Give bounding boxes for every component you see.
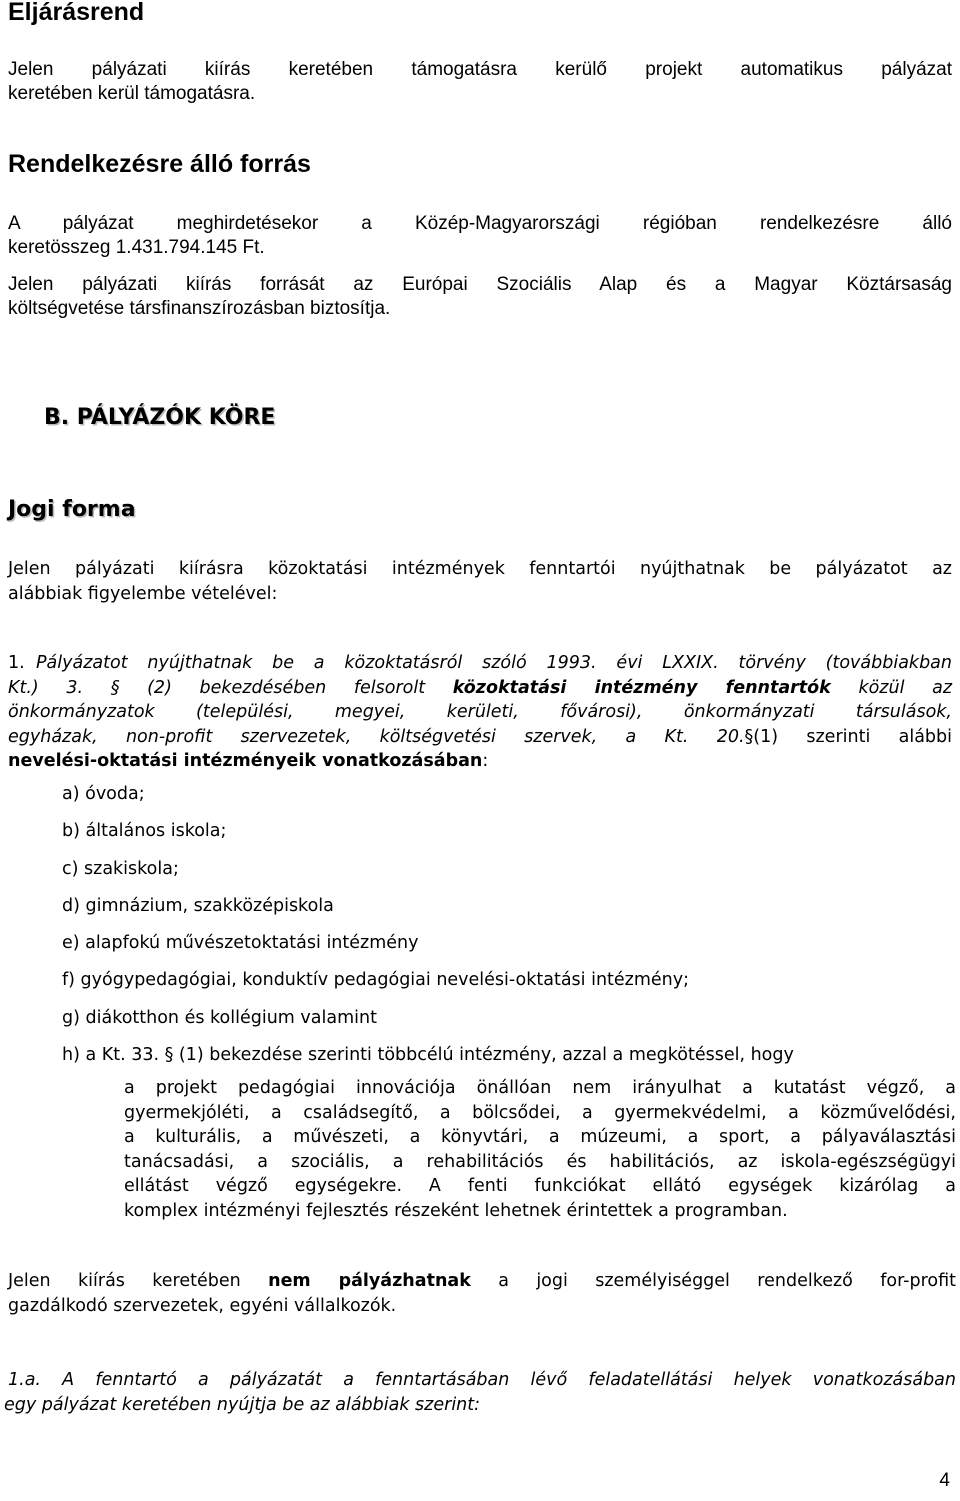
- list-item-b: b) általános iskola;: [62, 821, 227, 841]
- list-item-f: f) gyógypedagógiai, konduktív pedagógiai nevelési-oktatási intézmény;: [62, 970, 690, 990]
- text-run: egyházak, non-profit szervezetek, költségvetési szervek, a Kt. 20.: [8, 726, 745, 747]
- text-run-bold: nem pályázhatnak: [268, 1271, 471, 1291]
- text-line: önkormányzatok (települési, megyei, kerületi, fővárosi), önkormányzati társulások,: [8, 702, 952, 722]
- paragraph-jogi-forma-intro: [8, 557, 952, 606]
- heading-jogi-forma: Jogi forma: [8, 497, 136, 522]
- paragraph-item-1a: [4, 1368, 956, 1417]
- list-item-c: c) szakiskola;: [62, 859, 179, 879]
- text-run: :: [482, 751, 489, 771]
- text-run: a jogi személyiséggel rendelkező for-profit: [470, 1271, 957, 1291]
- text-line: A pályázat meghirdetésekor a Közép-Magyarországi régióban rendelkezésre álló: [8, 213, 952, 234]
- text-line: gazdálkodó szervezetek, egyéni vállalkozók.: [8, 1295, 397, 1316]
- text-line: Jelen pályázati kiírás forrását az Európai Szociális Alap és a Magyar Köztársaság: [8, 274, 952, 295]
- text-line: [8, 749, 952, 774]
- text-line: Jelen pályázati kiírásra közoktatási intézmények fenntartói nyújthatnak be pályázatot az: [8, 559, 952, 579]
- text-run: Kt.) 3. § (2) bekezdésében felsorolt: [8, 677, 453, 698]
- text-line: [8, 725, 952, 750]
- text-line: egy pályázat keretében nyújtja be az alábbiak szerint:: [4, 1394, 481, 1415]
- text-line: gyermekjóléti, a családsegítő, a bölcsődei, a gyermekvédelmi, a közművelődési,: [124, 1102, 956, 1123]
- text-line: [8, 1269, 956, 1294]
- list-item-e: e) alapfokú művészetoktatási intézmény: [62, 933, 419, 953]
- item-1-number: 1.: [8, 653, 25, 673]
- text-run: közül az: [830, 677, 953, 698]
- paragraph-exclusion: [8, 1269, 956, 1318]
- item-1-paragraph: [8, 651, 952, 774]
- text-run: Jelen kiírás keretében: [8, 1271, 269, 1291]
- text-line: költségvetése társfinanszírozásban biztosítja.: [8, 298, 391, 319]
- text-line: keretösszeg 1.431.794.145 Ft.: [8, 237, 265, 258]
- text-run-bold: közoktatási intézmény fenntartók: [452, 677, 831, 698]
- text-line: Pályázatot nyújthatnak be a közoktatásról szóló 1993. évi LXXIX. törvény (továbbiakban: [36, 653, 952, 673]
- paragraph-forras-2: [8, 273, 952, 321]
- list-item-h-detail: [124, 1076, 956, 1223]
- text-line: a kulturális, a művészeti, a könyvtári, a múzeumi, a sport, a pályaválasztási: [124, 1127, 956, 1147]
- page-number: 4: [939, 1470, 950, 1491]
- text-line: tanácsadási, a szociális, a rehabilitációs és habilitációs, az iskola-egészségügyi: [124, 1151, 956, 1172]
- heading-eljarasrend: Eljárásrend: [8, 0, 145, 26]
- heading-forras: Rendelkezésre álló forrás: [8, 150, 311, 178]
- list-item-h: h) a Kt. 33. § (1) bekezdése szerinti többcélú intézmény, azzal a megkötéssel, hogy: [62, 1045, 794, 1065]
- list-item-a: a) óvoda;: [62, 784, 145, 804]
- text-line: a projekt pedagógiai innovációja önállóan nem irányulhat a kutatást végző, a: [124, 1078, 956, 1098]
- text-run-bold: nevelési-oktatási intézményeik vonatkozásában: [8, 751, 483, 771]
- text-line: komplex intézményi fejlesztés részeként lehetnek érintettek a programban.: [124, 1200, 788, 1221]
- text-line: Jelen pályázati kiírás keretében támogatásra kerülő projekt automatikus pályázat: [8, 59, 952, 80]
- text-line: alábbiak figyelembe vételével:: [8, 583, 278, 604]
- text-line: ellátást végző egységekre. A fenti funkciókat ellátó egységek kizárólag a: [124, 1176, 956, 1196]
- heading-b-palyazok-kore: B. PÁLYÁZÓK KÖRE: [44, 405, 276, 430]
- paragraph-eljarasrend: [8, 58, 952, 106]
- list-item-g: g) diákotthon és kollégium valamint: [62, 1008, 377, 1028]
- text-line: [8, 676, 952, 701]
- text-run: §(1) szerinti alábbi: [744, 726, 952, 747]
- text-line: 1.a. A fenntartó a pályázatát a fenntartásában lévő feladatellátási helyek vonatkozásában: [8, 1370, 956, 1390]
- text-line: keretében kerül támogatásra.: [8, 83, 256, 104]
- paragraph-forras-1: [8, 212, 952, 260]
- list-item-d: d) gimnázium, szakközépiskola: [62, 896, 334, 916]
